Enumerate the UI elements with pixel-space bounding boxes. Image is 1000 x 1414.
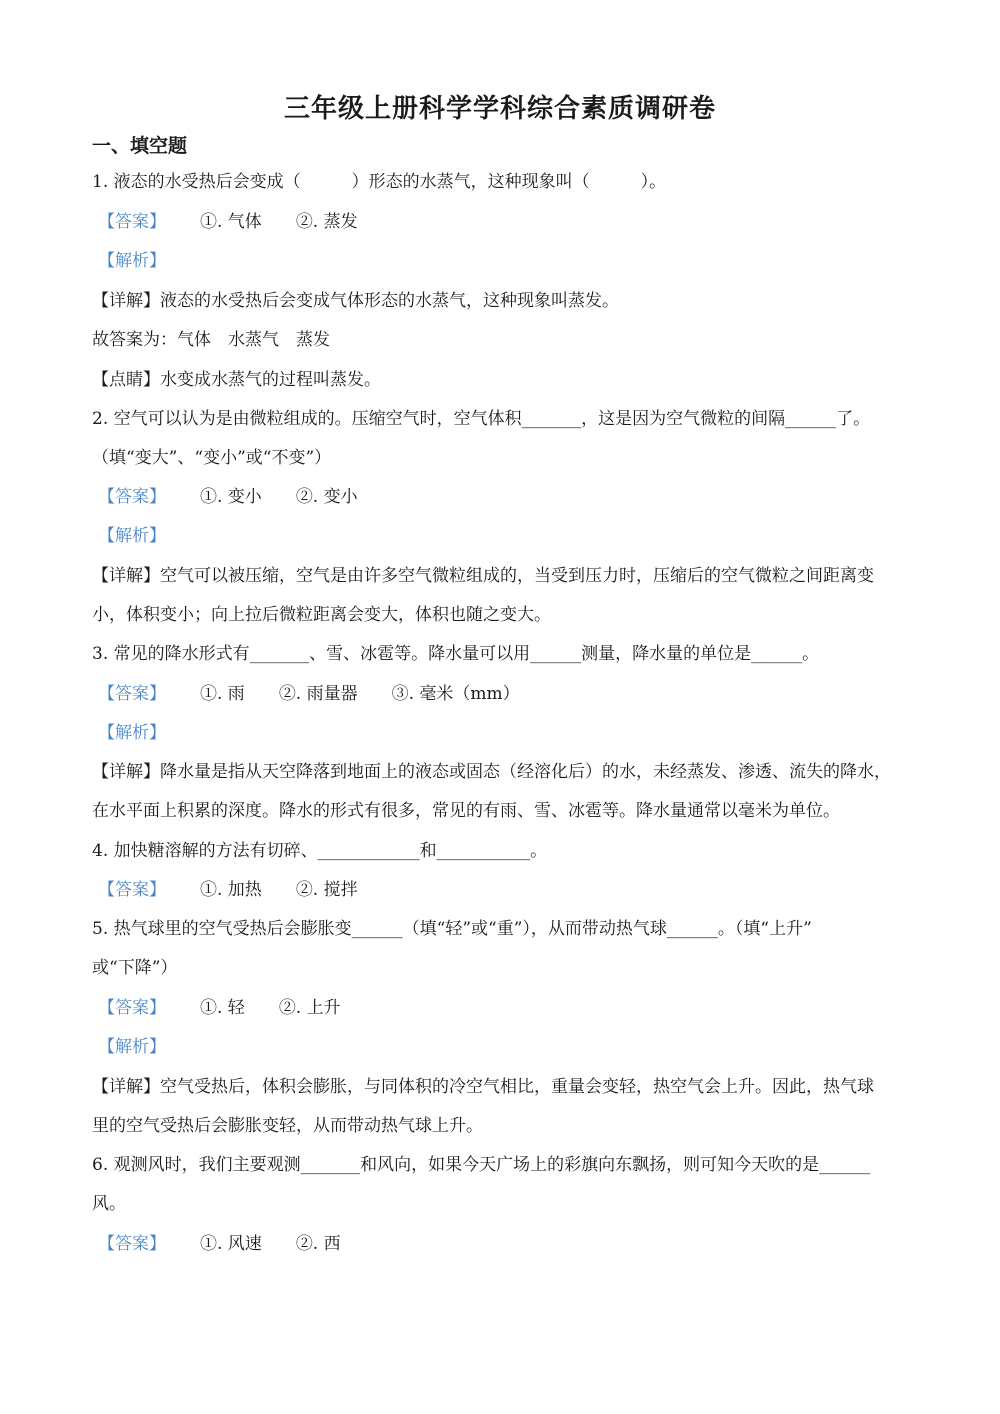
analysis-tag: 【解析】 xyxy=(98,526,166,546)
detail-tag: 【详解】 xyxy=(92,762,160,782)
detail-tag: 【详解】 xyxy=(92,566,160,586)
answer-choice: ①. 气体 xyxy=(200,212,262,232)
answer-6 xyxy=(92,1231,912,1257)
question-6-cont: 风。 xyxy=(92,1194,126,1214)
analysis-5 xyxy=(92,1034,912,1060)
question-4: 4. 加快糖溶解的方法有切碎、____________和___________。 xyxy=(92,841,548,861)
answer-3 xyxy=(92,681,912,707)
detail-5-cont: 里的空气受热后会膨胀变轻，从而带动热气球上升。 xyxy=(92,1116,483,1136)
answer-5 xyxy=(92,995,912,1021)
question-2-cont: （填“变大”、“变小”或“不变”） xyxy=(92,448,332,468)
question-5-cont: 或“下降”） xyxy=(92,958,178,978)
detail-text: 空气受热后，体积会膨胀，与同体积的冷空气相比，重量会变轻，热空气会上升。因此，热气球 xyxy=(160,1077,874,1097)
answer-tag: 【答案】 xyxy=(98,1234,166,1254)
detail-1 xyxy=(92,288,912,314)
page-title: 三年级上册科学学科综合素质调研卷 xyxy=(283,94,716,124)
answer-choice: ②. 变小 xyxy=(295,487,358,507)
analysis-3 xyxy=(92,720,912,746)
answer-choice: ①. 轻 xyxy=(200,998,245,1018)
detail-text: 降水量是指从天空降落到地面上的液态或固态（经溶化后）的水，未经蒸发、渗透、流失的降水， xyxy=(160,762,891,782)
answer-choice: ②. 雨量器 xyxy=(278,684,358,704)
answer-choice: ②. 上升 xyxy=(278,998,341,1018)
answer-choice: ②. 西 xyxy=(295,1234,341,1254)
detail-text: 空气可以被压缩，空气是由许多空气微粒组成的，当受到压力时，压缩后的空气微粒之间距离变 xyxy=(160,566,874,586)
question-6: 6. 观测风时，我们主要观测_______和风向，如果今天广场上的彩旗向东飘扬，则可知今天吹的是______ xyxy=(92,1155,871,1175)
detail-2-cont: 小，体积变小；向上拉后微粒距离会变大，体积也随之变大。 xyxy=(92,605,551,625)
detail-5 xyxy=(92,1074,912,1100)
answer-tag: 【答案】 xyxy=(98,212,166,232)
question-5: 5. 热气球里的空气受热后会膨胀变______（填“轻”或“重”），从而带动热气球______。（填“上升” xyxy=(92,919,812,939)
answer-4 xyxy=(92,877,912,903)
analysis-tag: 【解析】 xyxy=(98,723,166,743)
analysis-tag: 【解析】 xyxy=(98,251,166,271)
answer-1 xyxy=(92,209,912,235)
detail-text: 液态的水受热后会变成气体形态的水蒸气，这种现象叫蒸发。 xyxy=(160,291,619,311)
answer-tag: 【答案】 xyxy=(98,684,166,704)
point-text: 水变成水蒸气的过程叫蒸发。 xyxy=(160,370,381,390)
point-tag: 【点睛】 xyxy=(92,370,160,390)
answer-choice: ①. 加热 xyxy=(200,880,262,900)
detail-3 xyxy=(92,759,912,785)
conclusion-1: 故答案为：气体 水蒸气 蒸发 xyxy=(92,330,330,350)
detail-tag: 【详解】 xyxy=(92,1077,160,1097)
analysis-1 xyxy=(92,248,912,274)
section-heading: 一、填空题 xyxy=(92,135,188,157)
analysis-2 xyxy=(92,523,912,549)
analysis-tag: 【解析】 xyxy=(98,1037,166,1057)
answer-choice: ③. 毫米（mm） xyxy=(391,684,520,704)
answer-choice: ①. 变小 xyxy=(200,487,262,507)
question-2: 2. 空气可以认为是由微粒组成的。压缩空气时，空气体积_______，这是因为空气微粒的间隔______了。 xyxy=(92,409,871,429)
answer-tag: 【答案】 xyxy=(98,998,166,1018)
answer-tag: 【答案】 xyxy=(98,880,166,900)
detail-tag: 【详解】 xyxy=(92,291,160,311)
answer-2 xyxy=(92,484,912,510)
question-3: 3. 常见的降水形式有_______、雪、冰雹等。降水量可以用______测量，降水量的单位是______。 xyxy=(92,644,820,664)
detail-3-cont: 在水平面上积累的深度。降水的形式有很多，常见的有雨、雪、冰雹等。降水量通常以毫米为单位。 xyxy=(92,801,840,821)
detail-2 xyxy=(92,563,912,589)
question-1: 1. 液态的水受热后会变成（ ）形态的水蒸气，这种现象叫（ ）。 xyxy=(92,172,667,192)
answer-choice: ①. 风速 xyxy=(200,1234,262,1254)
answer-tag: 【答案】 xyxy=(98,487,166,507)
point-1 xyxy=(92,367,912,393)
answer-choice: ②. 搅拌 xyxy=(295,880,358,900)
answer-choice: ②. 蒸发 xyxy=(295,212,358,232)
answer-choice: ①. 雨 xyxy=(200,684,245,704)
